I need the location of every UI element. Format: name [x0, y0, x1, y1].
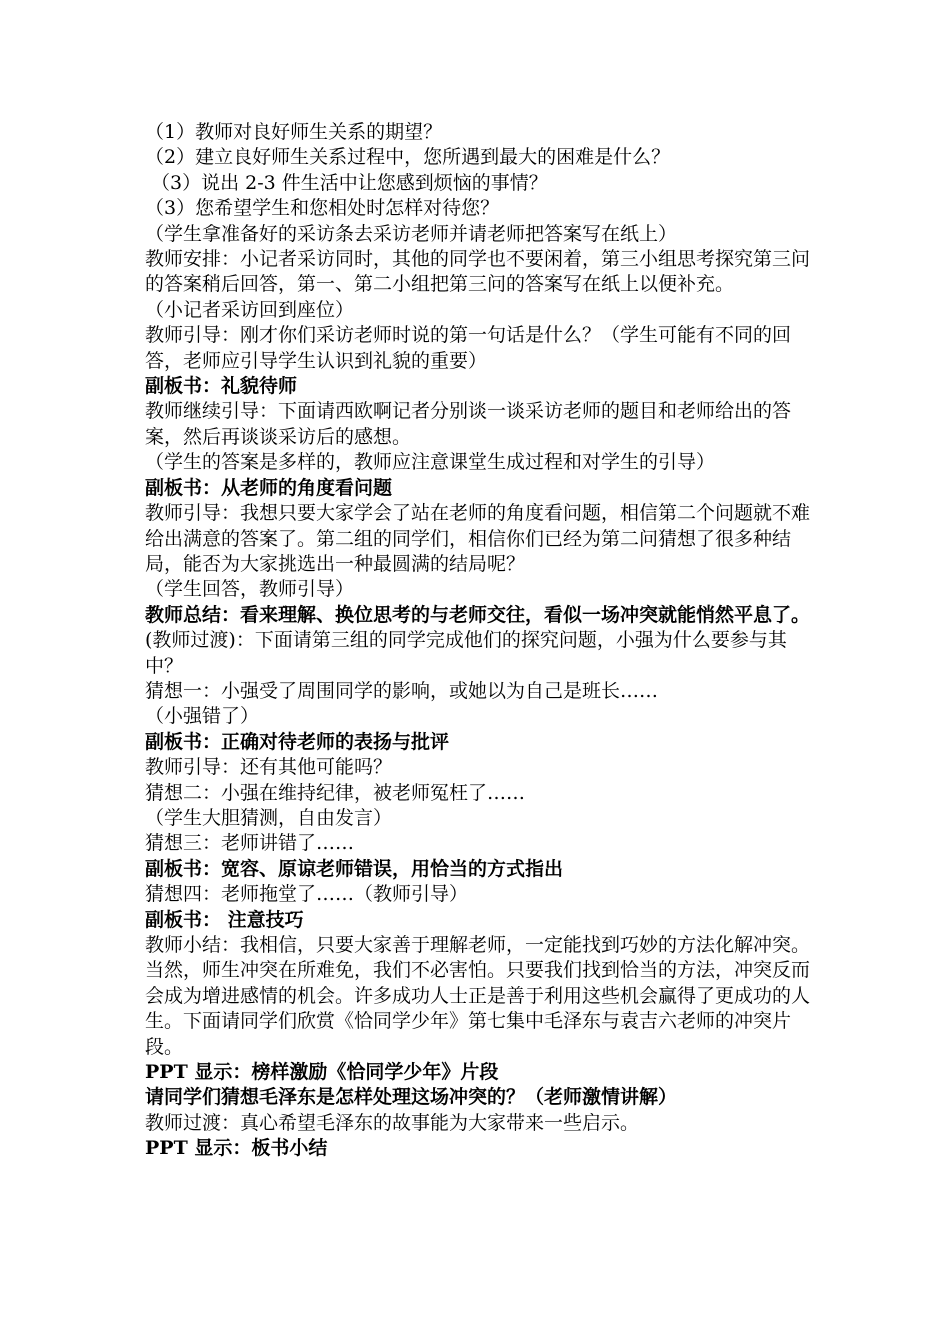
ppt-role-model: PPT 显示：榜样激励《恰同学少年》片段 [145, 1061, 499, 1084]
question-3: （3）说出 2-3 件生活中让您感到烦恼的事情？ [151, 171, 548, 194]
teacher-guide-1: 教师引导：刚才你们采访老师时说的第一句话是什么？（学生可能有不同的回答，老师应引导学生认识到礼貌的重要） [145, 324, 792, 372]
stage-note-wrong: （小强错了） [145, 705, 260, 728]
teacher-transition-1: (教师过渡)：下面请第三组的同学完成他们的探究问题，小强为什么要参与其中？ [145, 629, 787, 677]
sub-board-perspective: 副板书：从老师的角度看问题 [145, 476, 393, 499]
question-4: （3）您希望学生和您相处时怎样对待您？ [145, 197, 500, 220]
teacher-conclusion: 教师小结：我相信，只要大家善于理解老师，一定能找到巧妙的方法化解冲突。当然，师生冲突在所难免，我们不必害怕。只要我们找到恰当的方法，冲突反而会成为增进感情的机会。许多成功人士正是善于利用这些机会赢得了更成功的人生。下面请同学们欣赏《恰同学少年》第七集中毛泽东与袁吉六老师的冲突片段。 [145, 934, 811, 1058]
stage-note-return: （小记者采访回到座位） [145, 298, 355, 321]
sub-board-skills: 副板书： 注意技巧 [145, 908, 304, 931]
teacher-arrangement: 教师安排：小记者采访同时，其他的同学也不要闲着，第三小组思考探究第三问的答案稍后回答，第一、第二小组把第三问的答案写在纸上以便补充。 [145, 248, 811, 296]
guess-4: 猜想四：老师拖堂了……（教师引导） [145, 883, 469, 906]
document-body [145, 120, 810, 1162]
teacher-transition-2: 教师过渡：真心希望毛泽东的故事能为大家带来一些启示。 [145, 1111, 640, 1134]
guess-2: 猜想二：小强在维持纪律，被老师冤枉了…… [145, 781, 526, 804]
question-2: （2）建立良好师生关系过程中，您所遇到最大的困难是什么？ [145, 146, 671, 169]
stage-note-guess: （学生大胆猜测，自由发言） [145, 806, 393, 829]
guess-3: 猜想三：老师讲错了…… [145, 832, 355, 855]
sub-board-politeness: 副板书：礼貌待师 [145, 375, 298, 398]
teacher-guide-2: 教师引导：我想只要大家学会了站在老师的角度看问题，相信第二个问题就不难给出满意的答案了。第二组的同学们，相信你们已经为第二问猜想了很多种结局，能否为大家挑选出一种最圆满的结局呢？ [145, 502, 811, 575]
teacher-guide-3: 教师引导：还有其他可能吗？ [145, 756, 393, 779]
guess-1: 猜想一：小强受了周围同学的影响，或她以为自己是班长…… [145, 679, 659, 702]
stage-note-answers: （学生的答案是多样的，教师应注意课堂生成过程和对学生的引导） [145, 451, 716, 474]
guess-prompt: 请同学们猜想毛泽东是怎样处理这场冲突的？（老师激情讲解） [145, 1086, 678, 1109]
sub-board-tolerance: 副板书：宽容、原谅老师错误，用恰当的方式指出 [145, 857, 564, 880]
stage-note-interview: （学生拿准备好的采访条去采访老师并请老师把答案写在纸上） [145, 222, 678, 245]
question-1: （1）教师对良好师生关系的期望？ [145, 121, 443, 143]
stage-note-student-answer: （学生回答，教师引导） [145, 578, 355, 601]
sub-board-praise-criticism: 副板书：正确对待老师的表扬与批评 [145, 730, 450, 753]
teacher-guide-continue: 教师继续引导：下面请西欧啊记者分别谈一谈采访老师的题目和老师给出的答案，然后再谈谈采访后的感想。 [145, 400, 792, 448]
ppt-board-summary: PPT 显示：板书小结 [145, 1137, 328, 1160]
teacher-summary: 教师总结：看来理解、换位思考的与老师交往，看似一场冲突就能悄然平息了。 [145, 603, 811, 626]
